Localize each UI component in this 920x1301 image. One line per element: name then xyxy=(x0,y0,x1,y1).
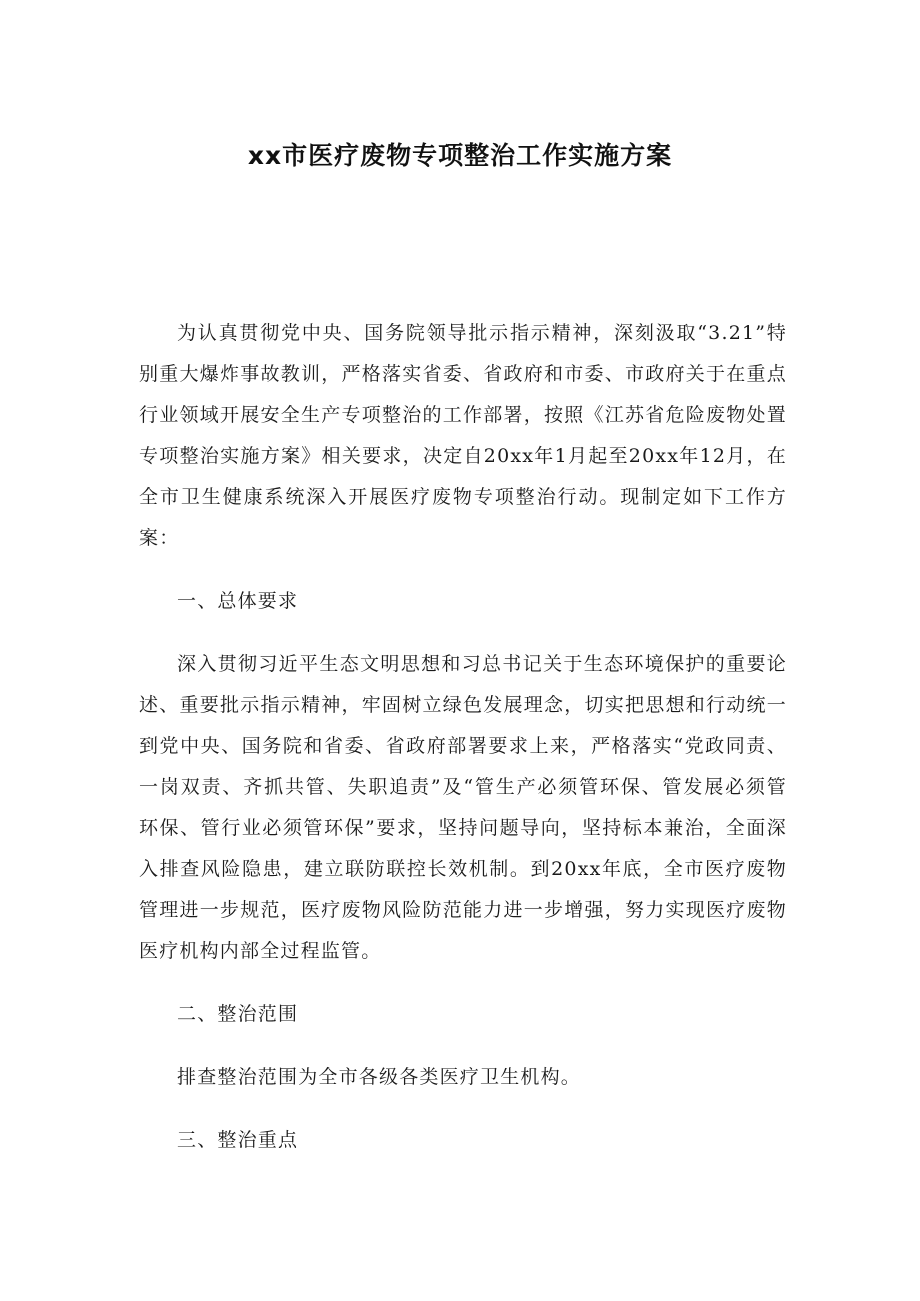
overall-requirements-paragraph: 深入贯彻习近平生态文明思想和习总书记关于生态环境保护的重要论述、重要批示指示精神，牢固树立绿色发展理念，切实把思想和行动统一到党中央、国务院和省委、省政府部署要求上来，严格落实“党政同责、一岗双责、齐抓共管、失职追责”及“管生产必须管环保、管发展必须管环保、管行业必须管环保”要求，坚持问题导向，坚持标本兼治，全面深入排查风险隐患，建立联防联控长效机制。到20xx年底，全市医疗废物管理进一步规范，医疗废物风险防范能力进一步增强，努力实现医疗废物医疗机构内部全过程监管。 xyxy=(139,653,787,962)
section-heading-key-points: 三、整治重点 xyxy=(177,1129,299,1151)
page-title: xx市医疗废物专项整治工作实施方案 xyxy=(247,141,673,170)
scope-paragraph: 排查整治范围为全市各级各类医疗卫生机构。 xyxy=(177,1066,582,1088)
document-body xyxy=(139,313,787,1161)
section-heading-overall-requirements: 一、总体要求 xyxy=(177,590,299,612)
section-heading-scope: 二、整治范围 xyxy=(177,1003,299,1025)
intro-paragraph: 为认真贯彻党中央、国务院领导批示指示精神，深刻汲取“3.21”特别重大爆炸事故教训，严格落实省委、省政府和市委、市政府关于在重点行业领域开展安全生产专项整治的工作部署，按照《江苏省危险废物处置专项整治实施方案》相关要求，决定自20xx年1月起至20xx年12月，在全市卫生健康系统深入开展医疗废物专项整治行动。现制定如下工作方案： xyxy=(139,322,787,549)
